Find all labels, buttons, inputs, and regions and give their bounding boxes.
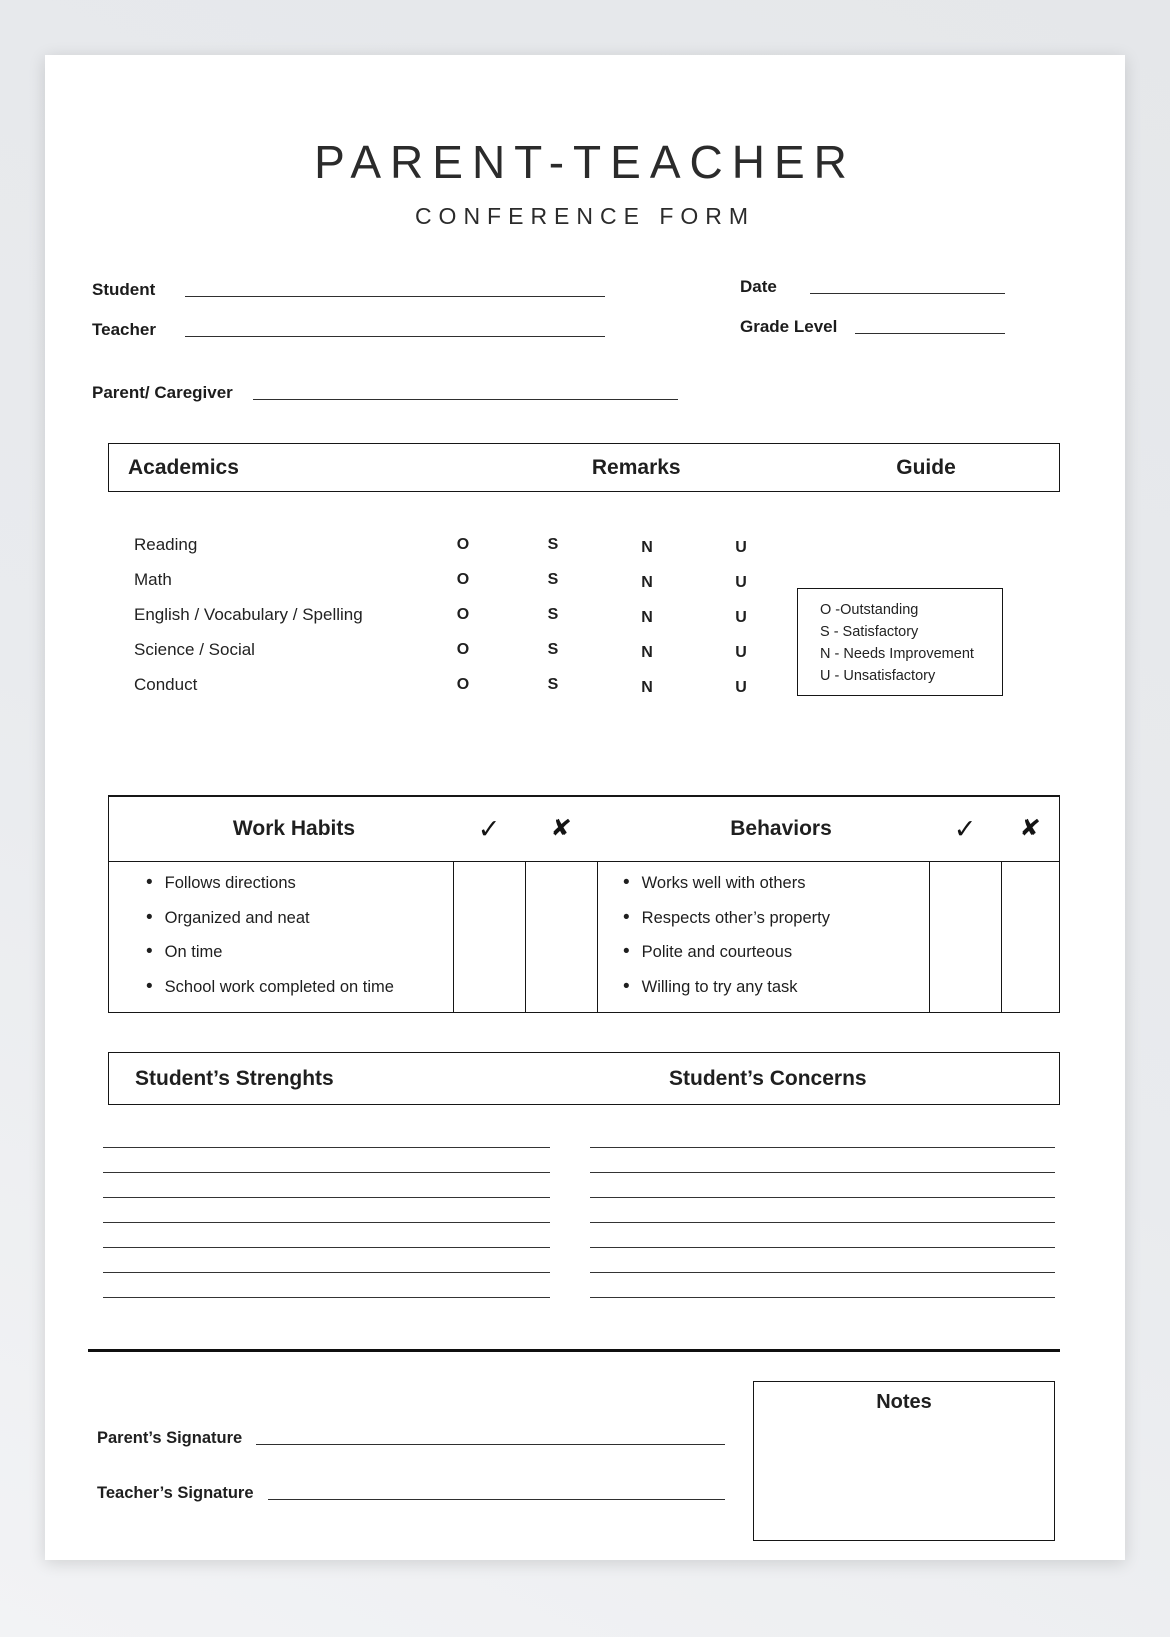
subject-label: Conduct <box>134 675 198 694</box>
bullet-icon: • <box>146 906 153 928</box>
write-line <box>590 1173 1055 1198</box>
rating-unsatisfactory: U <box>735 574 747 591</box>
strengths-write-lines <box>103 1123 550 1298</box>
cross-icon: ✘ <box>1018 814 1042 843</box>
behaviors-check-cell <box>929 862 1001 1013</box>
checklist-item-label: School work completed on time <box>164 977 394 996</box>
bullet-icon: • <box>146 872 153 893</box>
behaviors-list <box>597 862 929 1013</box>
guide-legend-item: N - Needs Improvement <box>820 646 974 662</box>
grade-level-label: Grade Level <box>740 317 838 336</box>
check-icon: ✓ <box>953 813 977 844</box>
teacher-signature-label: Teacher’s Signature <box>97 1484 254 1502</box>
academics-header-box <box>108 443 1060 492</box>
write-line <box>103 1273 550 1298</box>
guide-legend-item: S - Satisfactory <box>820 624 919 640</box>
teacher-label: Teacher <box>92 320 156 339</box>
checklist-item <box>146 942 453 977</box>
rating-unsatisfactory: U <box>735 539 747 556</box>
academics-section-title: Academics <box>128 455 239 479</box>
student-concerns-title: Student’s Concerns <box>669 1066 867 1090</box>
checklist-item-label: Organized and neat <box>164 908 310 927</box>
rating-needs-improvement: N <box>641 609 653 626</box>
checklist-item <box>623 942 929 977</box>
bullet-icon: • <box>623 941 630 962</box>
rating-needs-improvement: N <box>641 644 653 661</box>
guide-column-title: Guide <box>896 455 956 479</box>
rating-satisfactory: S <box>547 606 559 623</box>
bullet-icon: • <box>146 975 153 997</box>
behaviors-title: Behaviors <box>730 817 832 840</box>
date-label: Date <box>740 277 777 296</box>
cross-icon: ✘ <box>549 814 573 843</box>
subject-label: Science / Social <box>134 640 255 659</box>
teacher-signature-field <box>97 1484 725 1503</box>
rating-needs-improvement: N <box>641 574 653 591</box>
bullet-icon: • <box>146 941 153 962</box>
form-subtitle: CONFERENCE FORM <box>414 203 756 229</box>
notes-box <box>753 1381 1055 1541</box>
behaviors-cross-cell <box>1001 862 1059 1013</box>
write-line <box>103 1248 550 1273</box>
rating-unsatisfactory: U <box>735 644 747 661</box>
grade-level-write-line <box>855 316 1005 334</box>
rating-guide-box <box>797 588 1003 696</box>
form-page <box>45 55 1125 1560</box>
bottom-divider-rule <box>88 1349 1060 1352</box>
checklist-item-label: Works well with others <box>641 874 806 892</box>
remarks-column-title: Remarks <box>591 455 681 479</box>
work-habits-list <box>109 862 453 1013</box>
subject-label: English / Vocabulary / Spelling <box>134 605 363 624</box>
checklist-item-label: On time <box>164 943 223 961</box>
academics-row <box>108 527 1060 562</box>
rating-satisfactory: S <box>547 536 559 553</box>
write-line <box>103 1148 550 1173</box>
form-title: PARENT-TEACHER <box>314 136 856 188</box>
teacher-signature-line <box>268 1484 725 1500</box>
write-line <box>103 1173 550 1198</box>
subject-label: Reading <box>134 535 198 554</box>
habits-behaviors-body <box>109 862 1059 1013</box>
checklist-item <box>146 908 453 943</box>
habits-behaviors-table <box>108 795 1060 1013</box>
subject-label: Math <box>134 570 172 589</box>
parent-signature-line <box>256 1429 725 1445</box>
date-write-line <box>810 276 1005 294</box>
guide-legend-item: O -Outstanding <box>820 602 919 618</box>
check-icon: ✓ <box>477 813 501 844</box>
rating-outstanding: O <box>456 536 470 553</box>
write-line <box>103 1123 550 1148</box>
rating-unsatisfactory: U <box>735 679 747 696</box>
student-field <box>92 279 605 300</box>
checklist-item <box>146 873 453 908</box>
write-line <box>590 1223 1055 1248</box>
notes-title: Notes <box>876 1391 932 1413</box>
work-habits-title: Work Habits <box>232 817 356 840</box>
parent-signature-label: Parent’s Signature <box>97 1429 243 1447</box>
write-line <box>590 1123 1055 1148</box>
habits-behaviors-header <box>109 797 1059 862</box>
write-line <box>590 1273 1055 1298</box>
checklist-item <box>623 977 929 1012</box>
rating-outstanding: O <box>456 606 470 623</box>
checklist-item <box>146 977 453 1012</box>
checklist-item <box>623 873 929 908</box>
work-habits-cross-cell <box>525 862 597 1013</box>
checklist-item-label: Follows directions <box>164 874 296 892</box>
rating-satisfactory: S <box>547 641 559 658</box>
parent-signature-field <box>97 1429 725 1448</box>
checklist-item-label: Respects other’s property <box>641 908 830 927</box>
bullet-icon: • <box>623 872 630 893</box>
rating-unsatisfactory: U <box>735 609 747 626</box>
strengths-concerns-header-box <box>108 1052 1060 1105</box>
bullet-icon: • <box>623 975 630 997</box>
bullet-icon: • <box>623 906 630 928</box>
rating-outstanding: O <box>456 641 470 658</box>
teacher-field <box>92 319 605 340</box>
rating-needs-improvement: N <box>641 539 653 556</box>
student-label: Student <box>92 280 156 299</box>
date-field <box>740 276 1005 297</box>
write-line <box>590 1148 1055 1173</box>
grade-level-field <box>740 316 1005 337</box>
guide-legend-item: U - Unsatisfactory <box>820 668 936 684</box>
concerns-write-lines <box>590 1123 1055 1298</box>
write-line <box>103 1223 550 1248</box>
parent-caregiver-write-line <box>253 382 678 400</box>
checklist-item <box>623 908 929 943</box>
parent-caregiver-field <box>92 382 678 403</box>
teacher-write-line <box>185 319 605 337</box>
work-habits-check-cell <box>453 862 525 1013</box>
rating-needs-improvement: N <box>641 679 653 696</box>
rating-satisfactory: S <box>547 571 559 588</box>
checklist-item-label: Willing to try any task <box>641 977 798 996</box>
rating-outstanding: O <box>456 676 470 693</box>
checklist-item-label: Polite and courteous <box>641 943 793 961</box>
write-line <box>590 1248 1055 1273</box>
student-write-line <box>185 279 605 297</box>
rating-satisfactory: S <box>547 676 559 693</box>
rating-outstanding: O <box>456 571 470 588</box>
write-line <box>103 1198 550 1223</box>
student-strengths-title: Student’s Strenghts <box>135 1066 334 1090</box>
write-line <box>590 1198 1055 1223</box>
parent-caregiver-label: Parent/ Caregiver <box>92 383 233 402</box>
